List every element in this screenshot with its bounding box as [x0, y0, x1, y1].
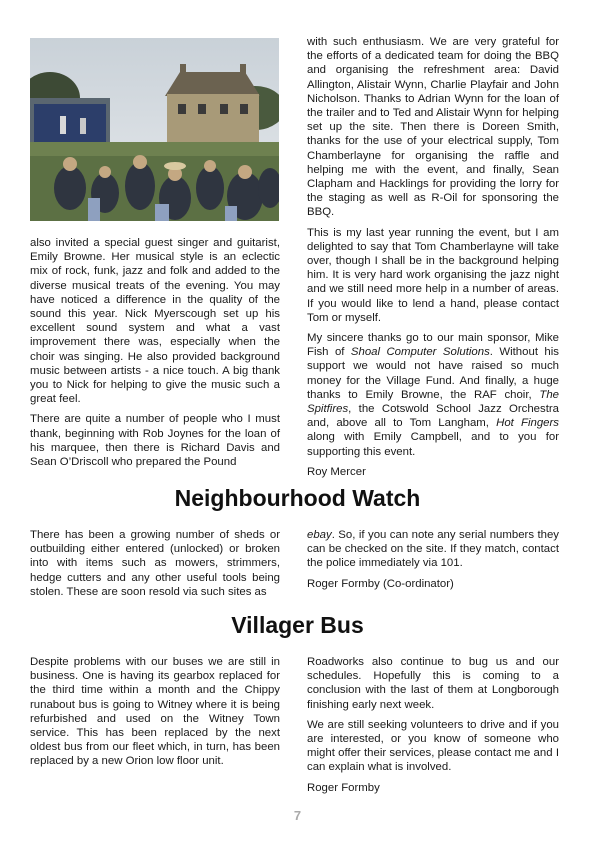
neighbourhood-watch-signature: Roger Formby (Co-ordinator)	[307, 577, 454, 590]
villager-bus-text: We are still seeking volunteers to drive and if you are interested, or you know of someone who might offer their services, please contact me and I can explain what is involved.	[307, 718, 559, 774]
concert-left-column	[30, 236, 280, 475]
villager-bus-left-column	[30, 655, 280, 775]
neighbourhood-watch-text-cont	[307, 528, 559, 571]
sponsor-band: Hot Fingers	[496, 417, 559, 430]
concert-right-column	[307, 35, 559, 485]
neighbourhood-watch-text: There has been a growing number of sheds or outbuilding either entered (unlocked) or broken into with items such as mowers, strimmers, hedge cutters and any other useful tools being stolen. These are soon resold via such sites as	[30, 529, 280, 598]
concert-right-paragraph: This is my last year running the event, but I am delighted to say that Tom Chamberlayne will take over, though I shall be in the background helping him. It is very hard work organising the jazz night and we still need more help in a number of areas. If you would like to lend a hand, please contact Tom or myself.	[307, 226, 559, 324]
sponsor-text: along with Emily Campbell, and to you for supporting this event.	[307, 431, 559, 458]
neighbourhood-watch-right-column	[307, 528, 559, 597]
concert-signature: Roy Mercer	[307, 465, 366, 478]
neighbourhood-watch-left-column	[30, 528, 280, 605]
outdoor-concert-photo-icon	[30, 38, 279, 221]
neighbourhood-watch-title: Neighbourhood Watch	[174, 485, 421, 511]
villager-bus-title: Villager Bus	[231, 612, 364, 638]
ebay-reference: ebay	[307, 529, 332, 541]
villager-bus-right-column	[307, 655, 559, 801]
concert-photo	[30, 38, 279, 221]
concert-right-paragraph: with such enthusiasm. We are very grateful for the efforts of a dedicated team for doing the BBQ and organising the refreshment area: David Allington, Alistair Wynn, Charlie Playfair and John Nicholson. Thanks to Adrian Wynn for the loan of the trailer and to Ted and Alistair Wynn for helping set up the site. Then there is Doreen Smith, thanks for the use of your electrical supply, Tom Chamberlayne for organising the raffle and helping me with the event, and finally, Sean Clapham and Hacklings for providing the lorry for the staging as well as R-Oil for sponsoring the BBQ.	[307, 36, 559, 219]
neighbourhood-watch-text: . So, if you can note any serial numbers they can be checked on the site. If they match, contact the police immediately via 101.	[307, 529, 559, 570]
concert-left-paragraph: also invited a special guest singer and guitarist, Emily Browne. Her musical style is an eclectic mix of rock, funk, jazz and folk and added to the diverse musical treats of the evening. You may have noticed a difference in the quality of the sound this year. Nick Myerscough set up his excellent sound system and what a vast improvement there was, especially when the choir was singing. He also provided background music between artists - a nice touch. A big thank you to Nick for helping to give the music such a great feel.	[30, 237, 280, 406]
sponsor-choir: The Spitfires	[307, 388, 559, 416]
sponsor-company: Shoal Computer Solutions	[350, 346, 490, 359]
villager-bus-signature: Roger Formby	[307, 781, 380, 794]
sponsor-text: , the Cotswold School Jazz Orchestra and, above all to Tom Langham,	[307, 403, 559, 430]
sponsor-text: My sincere thanks go to our main sponsor, Mike Fish of	[307, 332, 559, 359]
sponsor-text: . Without his support we would not have raised so much money for the Village Fund. And finally, a huge thanks to Emily Browne, the RAF choir,	[307, 346, 559, 401]
villager-bus-text: Roadworks also continue to bug us and our schedules. Hopefully this is coming to a conclusion with the last of them at Longborough finishing early next week.	[307, 656, 559, 711]
page-number: 7	[293, 808, 302, 823]
villager-bus-text: Despite problems with our buses we are still in business. One is having its gearbox replaced for the third time within a month and the Chippy runabout bus is going to Witney where it is being refurbished and used on the Witney Town service. This has been replaced by the next oldest bus from our fleet which, in turn, has been replaced by a new Orion low floor unit.	[30, 656, 280, 768]
sponsor-paragraph	[307, 331, 559, 459]
concert-left-paragraph: There are quite a number of people who I must thank, beginning with Rob Joynes for the loan of his marquee, then there is Richard Davis and Sean O’Driscoll who prepared the Pound	[30, 413, 280, 469]
